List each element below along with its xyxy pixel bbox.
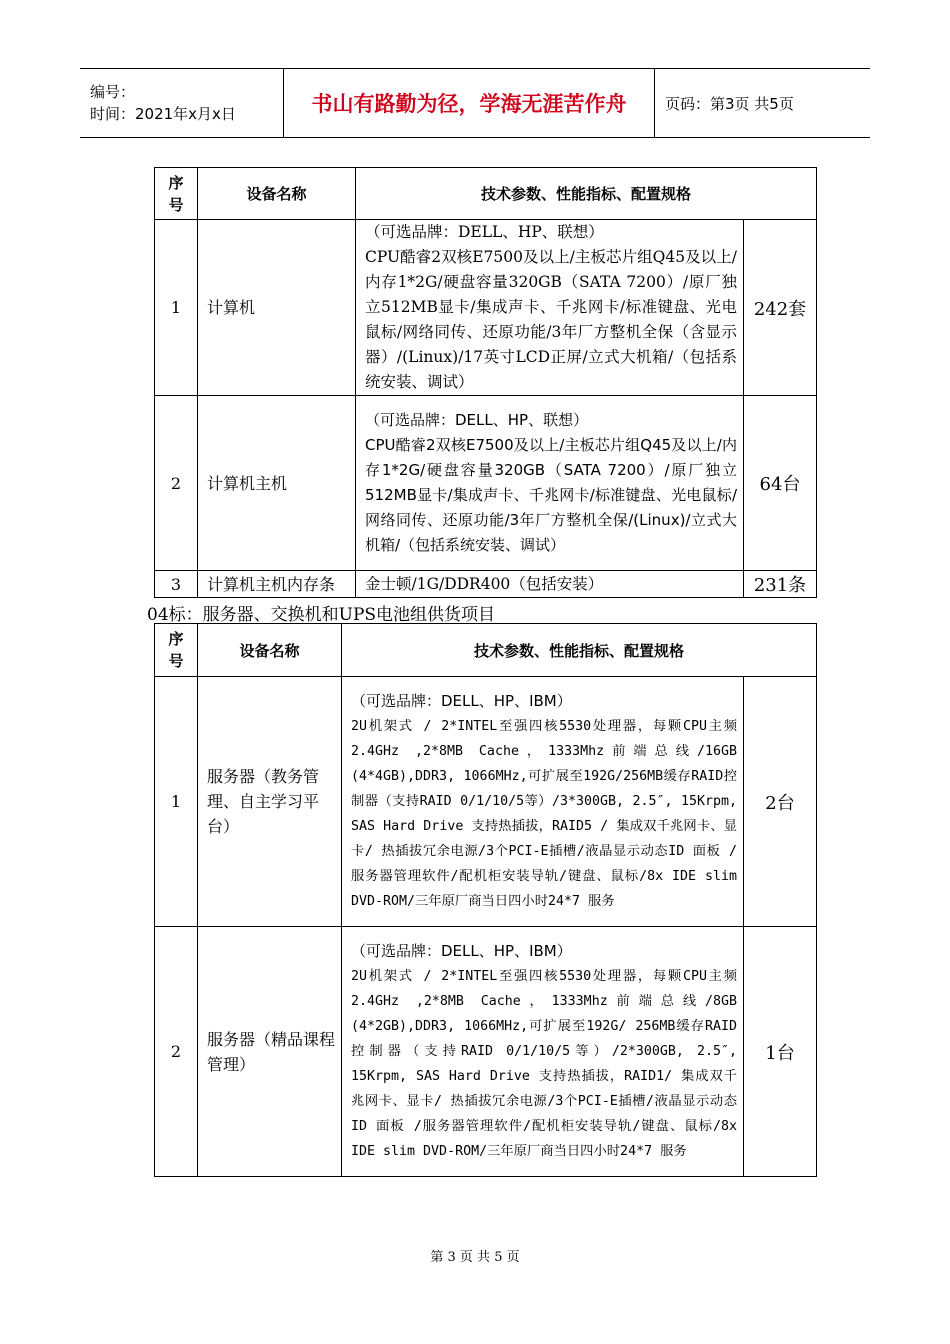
row-seq: 1: [155, 677, 198, 927]
row-spec: [342, 677, 744, 927]
table-header-row: [155, 624, 817, 677]
header-spec: 技术参数、性能指标、配置规格: [342, 624, 817, 677]
row-seq: 2: [155, 927, 198, 1177]
row-spec-text: 金士顿/1G/DDR400（包括安装）: [356, 571, 744, 598]
row-quantity: 1台: [744, 927, 817, 1177]
row-quantity: 2台: [744, 677, 817, 927]
row-quantity: 242套: [744, 220, 817, 396]
header-device-name: 设备名称: [198, 168, 356, 220]
row-seq: 3: [155, 571, 198, 598]
table-row: [155, 927, 817, 1177]
row-brand: （可选品牌：DELL、HP、IBM）: [351, 692, 572, 710]
header-seq: 序号: [155, 624, 198, 677]
equipment-table-1: [154, 167, 817, 598]
equipment-table-2: [154, 623, 817, 1177]
row-spec-text: CPU酷睿2双核E7500及以上/主板芯片组Q45及以上/内存1*2G/硬盘容量320GB（SATA 7200）/原厂独立512MB显卡/集成声卡、千兆网卡/标准键盘、光电鼠标/网络同传、还原功能/3年厂方整机全保（含显示器）/(Linux)/17英寸LCD正屏/立式大机箱/（包括系统安装、调试）: [365, 248, 737, 391]
row-device-name: 服务器（精品课程管理）: [198, 927, 342, 1177]
header-meta: [80, 69, 283, 137]
row-seq: 2: [155, 396, 198, 571]
page-footer: 第 3 页 共 5 页: [430, 1250, 520, 1265]
row-seq: 1: [155, 220, 198, 396]
header-seq: 序号: [155, 168, 198, 220]
row-spec: [342, 927, 744, 1177]
row-device-name: 计算机主机: [198, 396, 356, 571]
row-spec: [356, 396, 744, 571]
row-device-name: 计算机: [198, 220, 356, 396]
row-quantity: 64台: [744, 396, 817, 571]
header-device-name: 设备名称: [198, 624, 342, 677]
header-page-info: 页码：第3页 共5页: [665, 94, 794, 113]
row-brand: （可选品牌：DELL、HP、联想）: [365, 411, 589, 429]
table-row: [155, 571, 817, 598]
table-row: [155, 396, 817, 571]
row-spec-text: CPU酷睿2双核E7500及以上/主板芯片组Q45及以上/内存1*2G/硬盘容量320GB（SATA 7200）/原厂独立512MB显卡/集成声卡、千兆网卡/标准键盘、光电鼠标/网络同传、还原功能/3年厂方整机全保/(Linux)/立式大机箱/（包括系统安装、调试）: [365, 436, 737, 554]
row-brand: （可选品牌：DELL、HP、联想）: [365, 223, 604, 241]
row-spec-text: 2U机架式 / 2*INTEL至强四核5530处理器，每颗CPU主频2.4GHz ,2*8MB Cache，1333Mhz前端总线/8GB (4*2GB),DDR3, 1066MHz,可扩展至192G/ 256MB缓存RAID控制器（支持RAID 0/1/10/5等）/2*300GB, 2.5″, 15Krpm, SAS Hard Drive 支持热插拔，RAID1/ 集成双千兆网卡、显卡/ 热插拔冗余电源/3个PCI-E插槽/液晶显示动态ID 面板 /服务器管理软件/配机柜安装导轨/键盘、鼠标/8x IDE slim DVD-ROM/三年原厂商当日四小时24*7 服务: [351, 969, 737, 1159]
row-spec: [356, 220, 744, 396]
row-device-name: 计算机主机内存条: [198, 571, 356, 598]
row-device-name: 服务器（教务管理、自主学习平台）: [198, 677, 342, 927]
page-header: [80, 68, 870, 138]
header-motto: 书山有路勤为径，学海无涯苦作舟: [283, 69, 655, 137]
row-quantity: 231条: [744, 571, 817, 598]
section-title: 04标：服务器、交换机和UPS电池组供货项目: [147, 605, 496, 625]
row-spec-text: 2U机架式 / 2*INTEL至强四核5530处理器，每颗CPU主频2.4GHz ,2*8MB Cache，1333Mhz前端总线/16GB (4*4GB),DDR3, 1066MHz,可扩展至192G/256MB缓存RAID控制器（支持RAID 0/1/10/5等）/3*300GB, 2.5″, 15Krpm, SAS Hard Drive 支持热插拔，RAID5 / 集成双千兆网卡、显卡/ 热插拔冗余电源/3个PCI-E插槽/液晶显示动态ID 面板 /服务器管理软件/配机柜安装导轨/键盘、鼠标/8x IDE slim DVD-ROM/三年原厂商当日四小时24*7 服务: [351, 719, 737, 909]
table-row: [155, 677, 817, 927]
table-row: [155, 220, 817, 396]
table-header-row: [155, 168, 817, 220]
document-number-label: 编号：: [90, 83, 136, 101]
header-spec: 技术参数、性能指标、配置规格: [356, 168, 817, 220]
row-brand: （可选品牌：DELL、HP、IBM）: [351, 942, 572, 960]
document-date-label: 时间：2021年x月x日: [90, 105, 236, 123]
